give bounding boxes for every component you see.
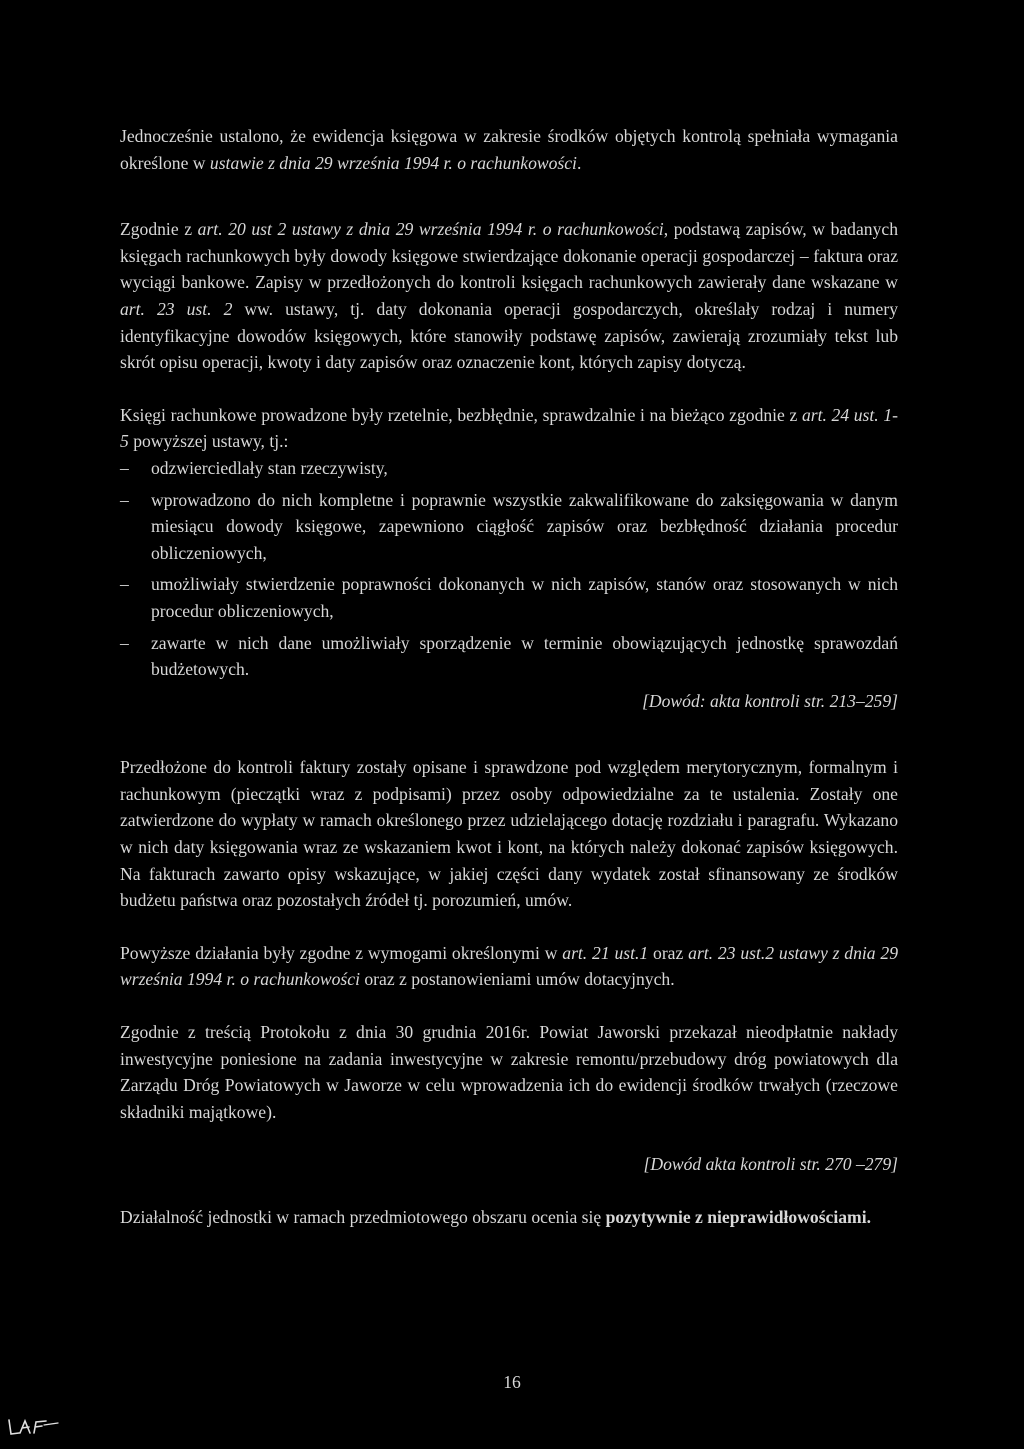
- legal-reference: art. 23 ust.2 ustawy z dnia 29 września 1994 r. o rachunkowości: [120, 942, 898, 990]
- list-item: [120, 630, 898, 683]
- evidence-reference: [Dowód: akta kontroli str. 213–259]: [642, 690, 898, 711]
- paragraph-protocol: Zgodnie z treścią Protokołu z dnia 30 grudnia 2016r. Powiat Jaworski przekazał nieodpłatnie nakłady inwestycyjne poniesione na zadania inwestycyjne w zakresie remontu/przebudowy dróg powiatowych dla Zarządu Dróg Powiatowych w Jaworze w celu wprowadzenia ich do ewidencji środków trwałych (rzeczowe składniki majątkowe).: [120, 1022, 898, 1122]
- paragraph-accounting-evidence: [120, 216, 898, 376]
- text: Powyższe działania były zgodne z wymogami określonymi w: [120, 942, 563, 963]
- dash-bullet: –: [120, 632, 129, 653]
- text: oraz: [648, 942, 689, 963]
- list-item-text: umożliwiały stwierdzenie poprawności dokonanych w nich zapisów, stanów oraz stosowanych w nich procedur obliczeniowych,: [151, 574, 898, 621]
- paragraph-assessment: [120, 1204, 898, 1231]
- text: Jednocześnie ustalono, że ewidencja księgowa w zakresie środków objętych kontrolą spełniała wymagania określone w: [120, 126, 898, 173]
- legal-reference: ustawie z dnia 29 września 1994 r. o rachunkowości: [209, 152, 577, 173]
- legal-reference: art. 20 ust 2 ustawy z dnia 29 września 1994 r. o rachunkowości: [197, 219, 664, 240]
- legal-reference: art. 24 ust. 1-5: [120, 404, 898, 452]
- assessment-result: pozytywnie z nieprawidłowościami.: [605, 1207, 871, 1227]
- dash-bullet: –: [120, 457, 129, 478]
- spacer: [120, 376, 898, 402]
- dash-bullet: –: [120, 489, 129, 510]
- paragraph-ledger-compliance: [120, 123, 898, 176]
- list-item-text: wprowadzono do nich kompletne i poprawnie wszystkie zakwalifikowane do zaksięgowania w danym miesiącu dowody księgowe, zapewniono ciągłość zapisów oraz bezbłędność działania procedur obliczeniowych,: [151, 489, 898, 563]
- text: powyższej ustawy, tj.:: [128, 431, 289, 452]
- text: .: [576, 152, 582, 173]
- text: ww. ustawy, tj. daty dokonania operacji gospodarczych, określały rodzaj i numery identyfikacyjne dowodów księgowych, które stanowiły podstawę zapisów, zawierają zrozumiały tekst lub skrót opisu operacji, kwoty i daty zapisów oraz oznaczenie kont, których zapisy dotyczą.: [120, 298, 898, 373]
- paragraph-compliance: [120, 940, 898, 993]
- text: oraz z postanowieniami umów dotacyjnych.: [359, 969, 675, 990]
- text: Zgodnie z: [120, 219, 198, 240]
- handwritten-initials-icon: [6, 1416, 62, 1440]
- spacer: [120, 914, 898, 940]
- spacer: [120, 1125, 898, 1151]
- spacer: [120, 1178, 898, 1204]
- list-item: [120, 487, 898, 567]
- text: , podstawą zapisów, w badanych księgach rachunkowych były dowody księgowe stwierdzające dokonanie operacji gospodarczej – faktura oraz wyciągi bankowe. Zapisy w przedłożonych do kontroli księgach rachunkowych zawierały dane wskazane w: [120, 219, 898, 293]
- list-item: [120, 455, 898, 482]
- spacer: [120, 714, 898, 754]
- evidence-reference: [Dowód akta kontroli str. 270 –279]: [643, 1154, 898, 1175]
- paragraph-invoices: Przedłożone do kontroli faktury zostały opisane i sprawdzone pod względem merytorycznym, formalnym i rachunkowym (pieczątki wraz z podpisami) przez osoby odpowiedzialne za te ustalenia. Zostały one zatwierdzone do wypłaty w ramach określonego przez udzielającego dotację rozdziału i paragrafu. Wykazano w nich daty księgowania wraz ze wskazaniem kwot i kont, na których należy dokonać zapisów księgowych. Na fakturach zawarto opisy wskazujące, w jakiej części dany wydatek został sfinansowany ze środków budżetu państwa oraz pozostałych źródeł tj. porozumień, umów.: [120, 757, 898, 911]
- text: Księgi rachunkowe prowadzone były rzetelnie, bezbłędnie, sprawdzalnie i na bieżąco zgodnie z: [120, 404, 802, 425]
- spacer: [120, 176, 898, 216]
- document-body: [120, 123, 898, 1231]
- legal-reference: art. 23 ust. 2: [120, 298, 233, 319]
- legal-reference: art. 21 ust.1: [562, 942, 649, 963]
- list-item-text: zawarte w nich dane umożliwiały sporządzenie w terminie obowiązujących jednostkę sprawozdań budżetowych.: [151, 632, 898, 680]
- paragraph-books-reliability: [120, 402, 898, 455]
- requirements-list: [120, 455, 898, 683]
- dash-bullet: –: [120, 574, 129, 595]
- page-number: 16: [503, 1372, 521, 1392]
- list-item: [120, 571, 898, 624]
- text: Działalność jednostki w ramach przedmiotowego obszaru ocenia się: [120, 1207, 606, 1227]
- list-item-text: odzwierciedlały stan rzeczywisty,: [151, 457, 388, 478]
- spacer: [120, 993, 898, 1019]
